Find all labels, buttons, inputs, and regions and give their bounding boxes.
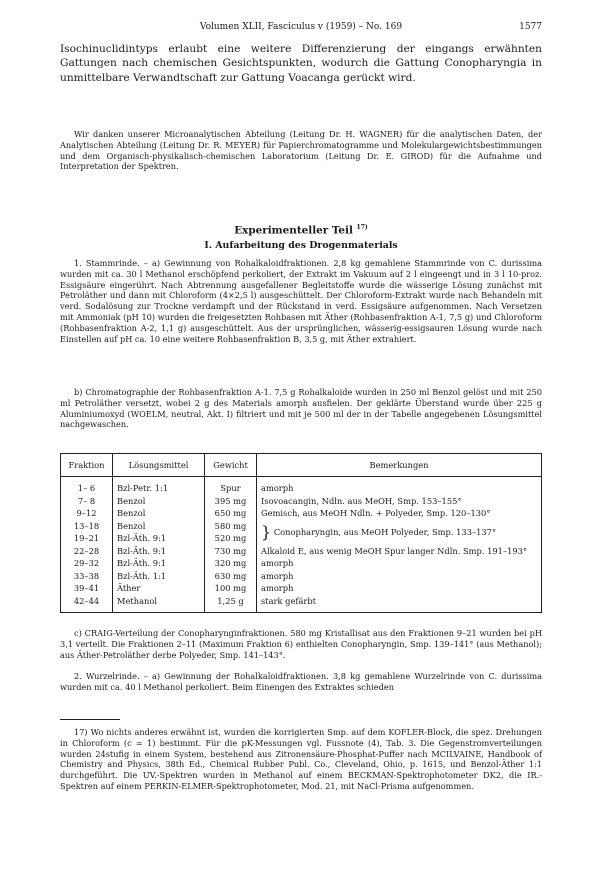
- section-title: Experimenteller Teil: [234, 224, 353, 237]
- acknowledgement-paragraph: Wir danken unserer Microanalytischen Abteilung (Leitung Dr. H. WAGNER) für die analytischen Daten, der Analytischen Abteilung (Leitung Dr. R. MEYER) für Papierchromatogramme und Molekulargewichtsbestimmungen und dem Organisch-physikalisch-chemischen Laboratorium (Leitung Dr. E. GIROD) für die Aufnahme und Interpretation der Spektren.: [60, 129, 542, 172]
- cell-fraktion: 19–21: [61, 532, 113, 545]
- cell-loesungsmittel: Benzol: [113, 507, 205, 520]
- cell-fraktion: 9–12: [61, 507, 113, 520]
- column-header-fraktion: Fraktion: [61, 454, 113, 477]
- cell-loesungsmittel: Benzol: [113, 520, 205, 533]
- cell-fraktion: 39–41: [61, 582, 113, 595]
- table-row: [61, 520, 542, 533]
- fraction-table-container: [60, 453, 542, 613]
- cell-fraktion: 13–18: [61, 520, 113, 533]
- cell-bemerkungen: amorph: [257, 570, 542, 583]
- section-heading: [60, 224, 542, 236]
- subsection-heading: I. Aufarbeitung des Drogenmaterials: [204, 240, 398, 251]
- paragraph-wurzelrinde: 2. Wurzelrinde. – a) Gewinnung der Rohalkaloidfraktionen. 3,8 kg gemahlene Wurzelrinde von C. durissima wurden mit ca. 40 l Methanol perkoliert. Beim Einengen des Extraktes schieden: [60, 671, 542, 692]
- running-header: [60, 22, 542, 36]
- column-header-bemerkungen: Bemerkungen: [257, 454, 542, 477]
- cell-gewicht: 630 mg: [205, 570, 257, 583]
- cell-bemerkungen: amorph: [257, 477, 542, 495]
- cell-bemerkungen: amorph: [257, 557, 542, 570]
- cell-loesungsmittel: Bzl-Äth. 9:1: [113, 532, 205, 545]
- table-row: [61, 477, 542, 495]
- table-row: [61, 507, 542, 520]
- cell-loesungsmittel: Äther: [113, 582, 205, 595]
- cell-gewicht: 395 mg: [205, 495, 257, 508]
- cell-gewicht: 580 mg: [205, 520, 257, 533]
- cell-bemerkungen: stark gefärbt: [257, 595, 542, 613]
- cell-bemerkungen: amorph: [257, 582, 542, 595]
- cell-gewicht: 320 mg: [205, 557, 257, 570]
- cell-gewicht: 730 mg: [205, 545, 257, 558]
- paragraph-stammrinde: 1. Stammrinde. – a) Gewinnung von Rohalkaloidfraktionen. 2,8 kg gemahlene Stammrinde von C. durissima wurden mit ca. 30 l Methanol erschöpfend perkoliert, der Extrakt im Vakuum auf 2 l eingeengt und in 3 l 10-proz. Essigsäure eingerührt. Nach Abtrennung ausgefallener Begleitstoffe wurde die wässerige Lösung zunächst mit Petroläther und dann mit Chloroform (4×2,5 l) ausgeschüttelt. Der Chloroform-Extrakt wurde nach Behandeln mit verd. Sodalösung zur Trockne verdampft und der Rückstand in verd. Essigsäure aufgenommen. Nach Versetzen mit Ammoniak (pH 10) wurden die freigesetzten Rohbasen mit Äther (Rohbasenfraktion A-1, 7,5 g) und Chloroform (Rohbasenfraktion A-2, 1,1 g) ausgeschüttelt. Aus der ursprünglichen, wässerig-essigsauren Lösung wurde nach Einstellen auf pH ca. 10 eine weitere Rohbasenfraktion B, 3,5 g, mit Äther extrahiert.: [60, 258, 542, 344]
- cell-bemerkungen: [257, 520, 542, 545]
- table-row: [61, 495, 542, 508]
- cell-fraktion: 22–28: [61, 545, 113, 558]
- column-header-loesungsmittel: Lösungsmittel: [113, 454, 205, 477]
- cell-gewicht: 1,25 g: [205, 595, 257, 613]
- table-row: [61, 570, 542, 583]
- cell-bemerkungen-text: Conopharyngin, aus MeOH Polyeder, Smp. 133–137°: [273, 526, 497, 537]
- cell-loesungsmittel: Benzol: [113, 495, 205, 508]
- cell-bemerkungen: Isovoacangin, Ndln. aus MeOH, Smp. 153–155°: [257, 495, 542, 508]
- cell-gewicht: 520 mg: [205, 532, 257, 545]
- table-row: [61, 595, 542, 613]
- cell-loesungsmittel: Bzl-Äth. 9:1: [113, 557, 205, 570]
- paragraph-chromatographie: b) Chromatographie der Rohbasenfraktion A-1. 7,5 g Rohalkaloide wurden in 250 ml Benzol gelöst und mit 250 ml Petroläther versetzt, wobei 2 g des Materials amorph ausfielen. Der geklärte Überstand wurde über 225 g Aluminiumoxyd (WOELM, neutral, Akt. I) filtriert und mit je 500 ml der in der Tabelle angegebenen Lösungsmittel nachgewaschen.: [60, 387, 542, 430]
- cell-loesungsmittel: Methanol: [113, 595, 205, 613]
- cell-loesungsmittel: Bzl-Petr. 1:1: [113, 477, 205, 495]
- cell-bemerkungen: Gemisch, aus MeOH Ndln. + Polyeder, Smp. 120–130°: [257, 507, 542, 520]
- fraction-table: [60, 453, 542, 613]
- cell-fraktion: 33–38: [61, 570, 113, 583]
- paragraph-craig-verteilung: c) CRAIG-Verteilung der Conopharynginfraktionen. 580 mg Kristallisat aus den Fraktionen 9–21 wurden bei pH 3,1 verteilt. Die Fraktionen 2–11 (Maximum Fraktion 6) enthielten Conopharyngin, Smp. 139–141° (aus Methanol); aus Äther-Petroläther derbe Polyeder, Smp. 141–143°.: [60, 628, 542, 660]
- footnote-divider: [60, 719, 120, 720]
- cell-gewicht: 650 mg: [205, 507, 257, 520]
- cell-bemerkungen: Alkaloid E, aus wenig MeOH Spur langer Ndln. Smp. 191–193°: [257, 545, 542, 558]
- cell-gewicht: Spur: [205, 477, 257, 495]
- table-row: [61, 582, 542, 595]
- cell-fraktion: 29–32: [61, 557, 113, 570]
- table-header-row: [61, 454, 542, 477]
- cell-fraktion: 7– 8: [61, 495, 113, 508]
- cell-fraktion: 1– 6: [61, 477, 113, 495]
- column-header-gewicht: Gewicht: [205, 454, 257, 477]
- table-row: [61, 557, 542, 570]
- page-number: 1577: [519, 22, 542, 32]
- cell-gewicht: 100 mg: [205, 582, 257, 595]
- curly-bracket-icon: }: [261, 522, 272, 542]
- table-row: [61, 545, 542, 558]
- cell-fraktion: 42–44: [61, 595, 113, 613]
- section-footnote-ref: 17): [356, 224, 368, 231]
- footnote-17: 17) Wo nichts anderes erwähnt ist, wurden die korrigierten Smp. auf dem KOFLER-Block, die spez. Drehungen in Chloroform (c = 1) bestimmt. Für die pK-Messungen vgl. Fussnote (4), Tab. 3. Die Gegenstromverteilungen wurden 24stufig in einem System, bestehend aus Zitronensäure-Phosphat-Puffer nach MCILVAINE, Handbook of Chemistry and Physics, 38th Ed., Chemical Rubber Publ. Co., Cleveland, Ohio, p. 1615, und Benzol-Äther 1:1 durchgeführt. Die UV.-Spektren wurden in Methanol auf einem BECKMAN-Spektrophotometer DK2, die IR.-Spektren auf einem PERKIN-ELMER-Spektrophotometer, Mod. 21, mit NaCl-Prisma aufgenommen.: [60, 727, 542, 791]
- cell-loesungsmittel: Bzl-Äth. 9:1: [113, 545, 205, 558]
- cell-loesungsmittel: Bzl-Äth. 1:1: [113, 570, 205, 583]
- intro-paragraph: Isochinuclidintyps erlaubt eine weitere Differenzierung der eingangs erwähnten Gattungen nach chemischen Gesichtspunkten, wodurch die Gattung Conopharyngia in unmittelbare Verwandtschaft zur Gattung Voacanga gerückt wird.: [60, 43, 542, 84]
- journal-reference: Volumen XLII, Fasciculus v (1959) – No. 169: [199, 22, 403, 32]
